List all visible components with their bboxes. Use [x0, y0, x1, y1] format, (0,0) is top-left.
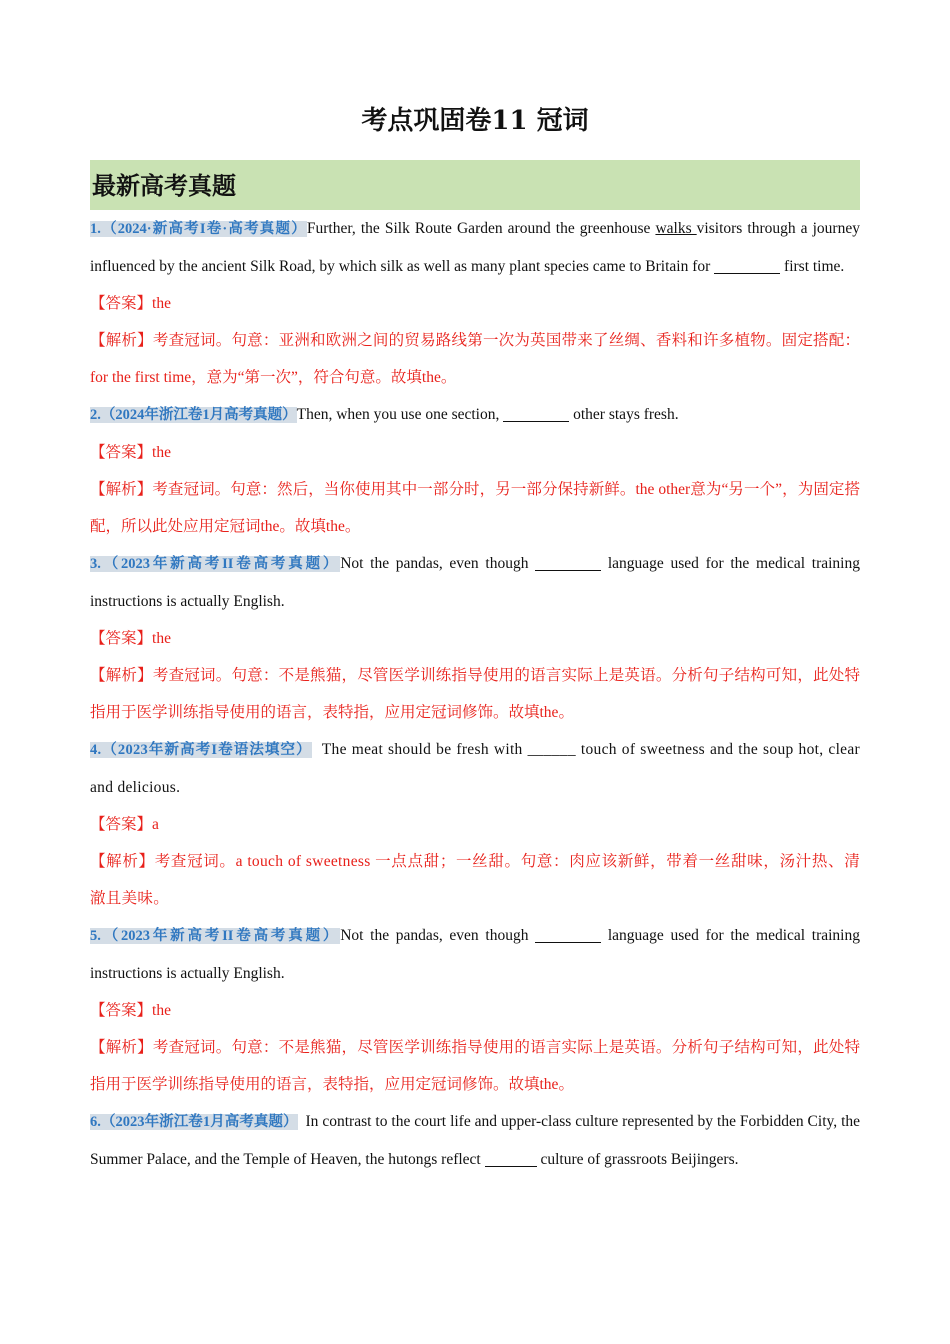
answer-line: [90, 434, 860, 471]
question-text: In contrast to the court life and upper-class culture represented by the Forbidden City, the Summer Palace, and the Temple of Heaven, the hutongs reflect: [90, 1113, 864, 1168]
question-text: The meat should be fresh with ______ touch of sweetness and the soup hot, clear and delicious.: [90, 741, 865, 796]
explain-text: 考查冠词。句意：不是熊猫，尽管医学训练指导使用的语言实际上是英语。分析句子结构可知，此处特指用于医学训练指导使用的语言，表特指，应用定冠词修饰。故填the。: [90, 667, 860, 721]
answer-label: 【答案】: [90, 295, 153, 312]
explain-label: 【解析】: [90, 332, 153, 349]
answer-value: the: [152, 444, 171, 461]
question-source: 5.（2023年新高考II卷高考真题）: [90, 928, 341, 944]
answer-value: the: [152, 1002, 171, 1019]
answer-label: 【答案】: [90, 816, 153, 833]
question-text: Further, the Silk Route Garden around the greenhouse: [306, 220, 656, 237]
page-title: 考点巩固卷11 冠词: [361, 106, 589, 136]
answer-line: [90, 285, 860, 322]
question-3: [90, 545, 860, 620]
explanation: [90, 1029, 860, 1103]
question-source: 4.（2023年新高考I卷语法填空）: [90, 742, 312, 758]
question-source: 3.（2023年新高考II卷高考真题）: [90, 556, 341, 572]
explain-text: 考查冠词。句意：不是熊猫，尽管医学训练指导使用的语言实际上是英语。分析句子结构可知，此处特指用于医学训练指导使用的语言，表特指，应用定冠词修饰。故填the。: [90, 1039, 860, 1093]
explain-label: 【解析】: [90, 667, 153, 684]
question-1: [90, 210, 860, 285]
answer-blank[interactable]: [485, 1151, 537, 1168]
question-6: [90, 1103, 864, 1178]
section-heading: 最新高考真题: [90, 160, 860, 210]
answer-value: the: [152, 295, 171, 312]
explain-text: 考查冠词。句意：然后，当你使用其中一部分时，另一部分保持新鲜。the other意为“另一个”，为固定搭配，所以此处应用定冠词the。故填the。: [90, 481, 860, 535]
answer-line: [90, 620, 860, 657]
explain-text: 考查冠词。a touch of sweetness 一点点甜；一丝甜。句意：肉应该新鲜，带着一丝甜味，汤汁热、清澈且美味。: [90, 853, 861, 907]
question-text: language used for the medical training instructions is actually English.: [90, 555, 860, 610]
answer-blank[interactable]: [714, 258, 780, 275]
question-text: language used for the medical training instructions is actually English.: [90, 927, 860, 982]
question-source: 1.（2024·新高考I卷·高考真题）: [90, 221, 307, 237]
question-text: Not the pandas, even though: [340, 927, 536, 944]
question-source: 2.（2024年浙江卷1月高考真题）: [90, 407, 297, 423]
answer-line: [90, 806, 860, 843]
question-text: other stays fresh.: [569, 406, 679, 423]
answer-value: a: [152, 816, 159, 833]
explain-label: 【解析】: [90, 481, 153, 498]
explain-label: 【解析】: [90, 1039, 153, 1056]
question-2: [90, 396, 860, 434]
question-source: 6.（2023年浙江卷1月高考真题）: [90, 1114, 298, 1130]
answer-label: 【答案】: [90, 630, 153, 647]
answer-blank[interactable]: [535, 555, 601, 572]
answer-label: 【答案】: [90, 444, 153, 461]
question-text: visitors through a journey influenced by the ancient Silk Road, by which silk as well as many plant species came to Britain for: [90, 220, 860, 275]
question-4: [90, 731, 865, 806]
answer-blank[interactable]: [535, 927, 601, 944]
answer-line: [90, 992, 860, 1029]
explain-text: 考查冠词。句意：亚洲和欧洲之间的贸易路线第一次为英国带来了丝绸、香料和许多植物。固定搭配：for the first time，意为“第一次”，符合句意。故填the。: [90, 332, 860, 386]
question-text: Not the pandas, even though: [340, 555, 536, 572]
answer-label: 【答案】: [90, 1002, 153, 1019]
question-text: first time.: [780, 258, 845, 275]
answer-value: the: [152, 630, 171, 647]
explain-label: 【解析】: [90, 853, 155, 870]
explanation: [90, 471, 860, 545]
underlined-word: walks: [655, 220, 697, 237]
question-text: Then, when you use one section,: [296, 406, 504, 423]
explanation: [90, 322, 860, 396]
question-text: culture of grassroots Beijingers.: [536, 1151, 739, 1168]
document-page: [90, 100, 865, 1178]
explanation: [90, 657, 860, 731]
answer-blank[interactable]: [503, 406, 569, 423]
question-5: [90, 917, 860, 992]
explanation: [90, 843, 860, 917]
